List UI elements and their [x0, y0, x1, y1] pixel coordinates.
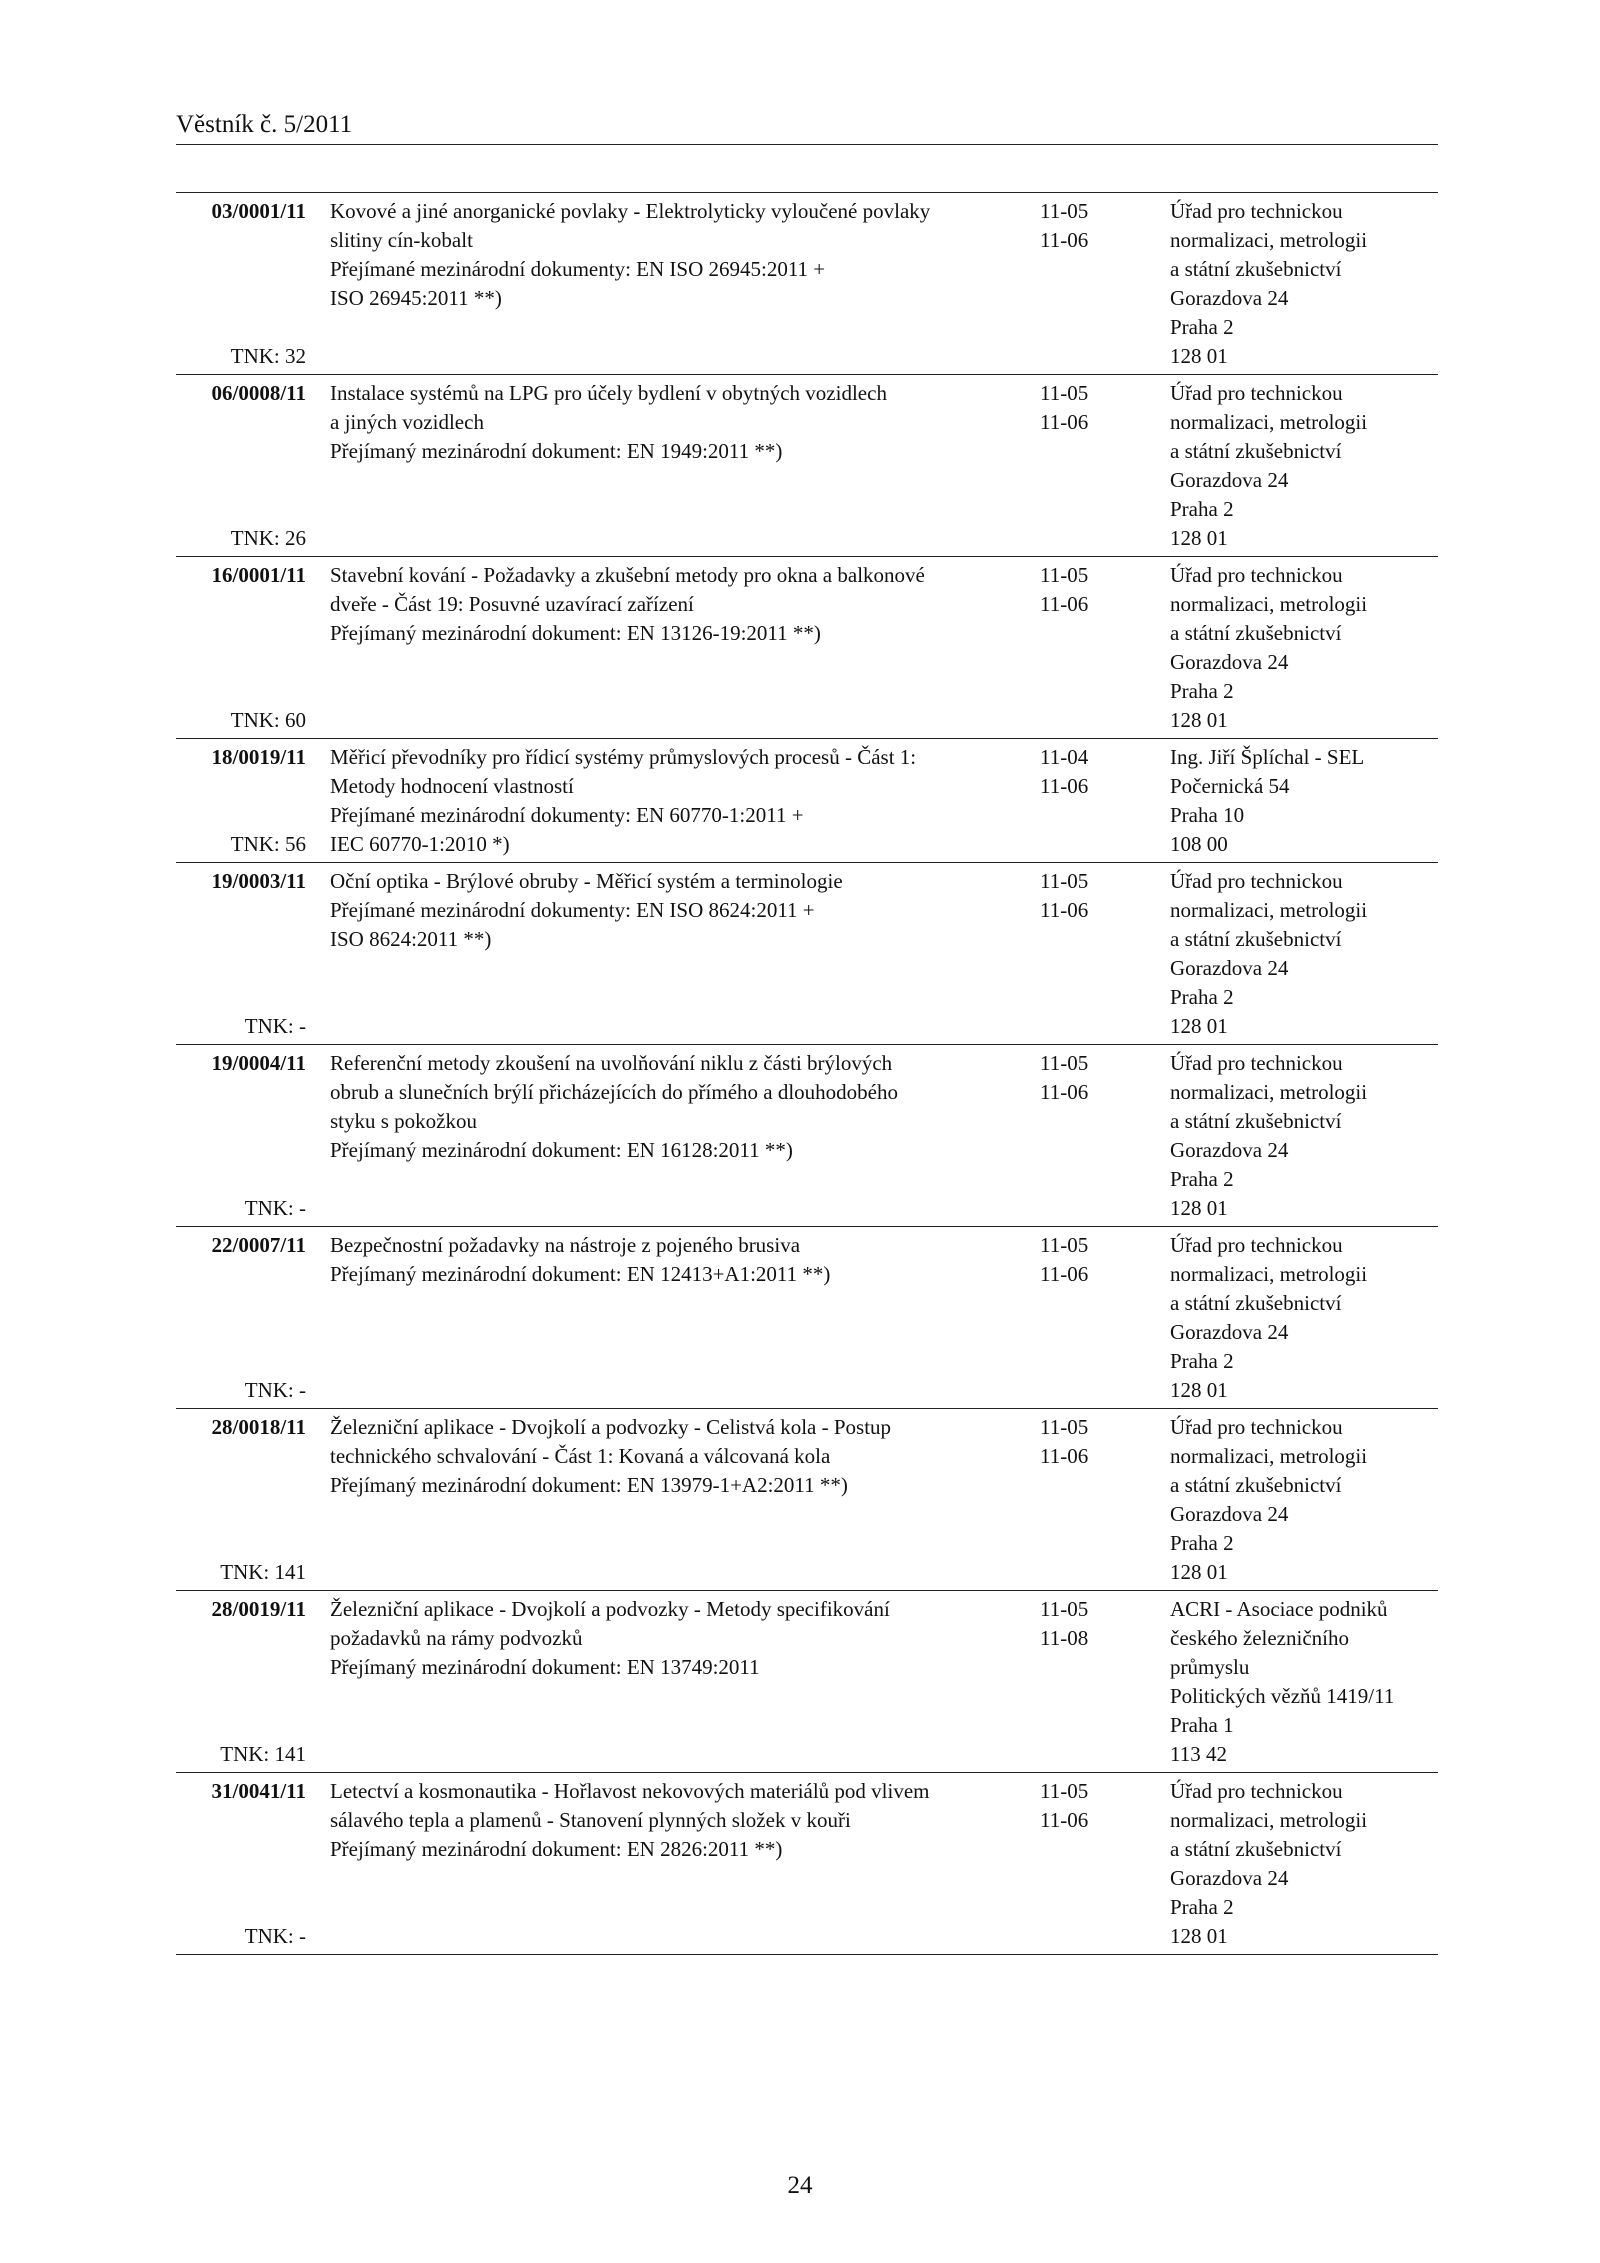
tnk-number: TNK: -	[244, 1014, 306, 1038]
dates-cell-line: 11-05	[1040, 1779, 1089, 1803]
code-cell	[176, 197, 306, 371]
dates-cell-line: 11-05	[1040, 869, 1089, 893]
address-cell	[1170, 1049, 1438, 1223]
journal-title: Věstník č. 5/2011	[176, 111, 353, 138]
address-cell	[1170, 1413, 1438, 1587]
address-cell-line: normalizaci, metrologii	[1170, 1080, 1368, 1104]
table-row	[176, 1773, 1438, 1955]
table-row	[176, 739, 1438, 863]
description-cell-line: Železniční aplikace - Dvojkolí a podvozky - Metody specifikování	[330, 1597, 890, 1621]
description-cell-line: ISO 8624:2011 **)	[330, 927, 492, 951]
address-cell-line: Gorazdova 24	[1170, 1502, 1289, 1526]
address-cell-line: Gorazdova 24	[1170, 468, 1289, 492]
dates-cell-line: 11-06	[1040, 1808, 1089, 1832]
address-cell-line: Úřad pro technickou	[1170, 1051, 1343, 1075]
address-cell-line: 128 01	[1170, 526, 1228, 550]
address-cell-line: Praha 10	[1170, 803, 1245, 827]
address-cell-line: normalizaci, metrologii	[1170, 228, 1368, 252]
dates-cell-line: 11-06	[1040, 774, 1089, 798]
address-cell-line: Praha 2	[1170, 1349, 1234, 1373]
description-cell-line: Přejímané mezinárodní dokumenty: EN ISO 8624:2011 +	[330, 898, 815, 922]
dates-cell-line: 11-06	[1040, 1080, 1089, 1104]
description-cell-line: Metody hodnocení vlastností	[330, 774, 574, 798]
address-cell-line: 128 01	[1170, 1378, 1228, 1402]
description-cell-line: Železniční aplikace - Dvojkolí a podvozky - Celistvá kola - Postup	[330, 1415, 892, 1439]
dates-cell-line: 11-04	[1040, 745, 1089, 769]
dates-cell-line: 11-05	[1040, 1051, 1089, 1075]
table-row	[176, 1409, 1438, 1591]
dates-cell-line: 11-08	[1040, 1626, 1089, 1650]
code-cell	[176, 1049, 306, 1223]
tnk-number: TNK: 26	[230, 526, 306, 550]
address-cell-line: normalizaci, metrologii	[1170, 1808, 1368, 1832]
table-row	[176, 1591, 1438, 1773]
dates-cell-line: 11-06	[1040, 592, 1089, 616]
address-cell	[1170, 743, 1438, 859]
address-cell-line: českého železničního	[1170, 1626, 1349, 1650]
description-cell-line: Přejímaný mezinárodní dokument: EN 2826:2011 **)	[330, 1837, 783, 1861]
address-cell	[1170, 1595, 1438, 1769]
address-cell-line: normalizaci, metrologii	[1170, 1444, 1368, 1468]
table-row	[176, 1045, 1438, 1227]
description-cell	[306, 1413, 1040, 1587]
description-cell-line: dveře - Část 19: Posuvné uzavírací zařízení	[330, 592, 694, 616]
dates-cell	[1040, 197, 1170, 371]
address-cell-line: a státní zkušebnictví	[1170, 439, 1342, 463]
table-row	[176, 193, 1438, 375]
address-cell-line: Gorazdova 24	[1170, 1138, 1289, 1162]
address-cell-line: 128 01	[1170, 1560, 1228, 1584]
address-cell-line: a státní zkušebnictví	[1170, 1109, 1342, 1133]
description-cell-line: Přejímaný mezinárodní dokument: EN 12413+A1:2011 **)	[330, 1262, 831, 1286]
table-row	[176, 557, 1438, 739]
address-cell-line: 108 00	[1170, 832, 1228, 856]
address-cell-line: Politických vězňů 1419/11	[1170, 1684, 1395, 1708]
address-cell-line: Praha 2	[1170, 1167, 1234, 1191]
dates-cell-line: 11-06	[1040, 1262, 1089, 1286]
code-cell	[176, 1595, 306, 1769]
dates-cell	[1040, 379, 1170, 553]
description-cell-line: Oční optika - Brýlové obruby - Měřicí systém a terminologie	[330, 869, 843, 893]
description-cell	[306, 743, 1040, 859]
task-code: 22/0007/11	[211, 1233, 306, 1257]
dates-cell	[1040, 1413, 1170, 1587]
dates-cell	[1040, 743, 1170, 859]
address-cell-line: a státní zkušebnictví	[1170, 1291, 1342, 1315]
table-row	[176, 1227, 1438, 1409]
tnk-number: TNK: 141	[220, 1742, 306, 1766]
description-cell	[306, 561, 1040, 735]
description-cell-line: technického schvalování - Část 1: Kovaná a válcovaná kola	[330, 1444, 831, 1468]
address-cell	[1170, 1231, 1438, 1405]
dates-cell	[1040, 561, 1170, 735]
description-cell-line: IEC 60770-1:2010 *)	[330, 832, 510, 856]
tnk-number: TNK: -	[244, 1196, 306, 1220]
address-cell-line: průmyslu	[1170, 1655, 1250, 1679]
address-cell-line: 128 01	[1170, 1014, 1228, 1038]
description-cell-line: požadavků na rámy podvozků	[330, 1626, 583, 1650]
address-cell-line: Úřad pro technickou	[1170, 1233, 1343, 1257]
address-cell-line: Ing. Jiří Šplíchal - SEL	[1170, 745, 1365, 769]
description-cell	[306, 197, 1040, 371]
description-cell	[306, 1595, 1040, 1769]
task-code: 19/0004/11	[211, 1051, 306, 1075]
address-cell-line: Úřad pro technickou	[1170, 381, 1343, 405]
address-cell-line: normalizaci, metrologii	[1170, 1262, 1368, 1286]
tnk-number: TNK: -	[244, 1924, 306, 1948]
address-cell-line: normalizaci, metrologii	[1170, 410, 1368, 434]
address-cell-line: Praha 2	[1170, 315, 1234, 339]
address-cell-line: ACRI - Asociace podniků	[1170, 1597, 1388, 1621]
page-number: 24	[787, 2172, 813, 2199]
address-cell-line: a státní zkušebnictví	[1170, 621, 1342, 645]
description-cell	[306, 1231, 1040, 1405]
task-code: 19/0003/11	[211, 869, 306, 893]
address-cell-line: Praha 1	[1170, 1713, 1234, 1737]
address-cell-line: Úřad pro technickou	[1170, 869, 1343, 893]
address-cell-line: Úřad pro technickou	[1170, 1779, 1343, 1803]
address-cell-line: Gorazdova 24	[1170, 956, 1289, 980]
description-cell-line: Letectví a kosmonautika - Hořlavost nekovových materiálů pod vlivem	[330, 1779, 930, 1803]
address-cell-line: Úřad pro technickou	[1170, 199, 1343, 223]
description-cell-line: Přejímaný mezinárodní dokument: EN 13749:2011	[330, 1655, 760, 1679]
code-cell	[176, 1777, 306, 1951]
address-cell-line: a státní zkušebnictví	[1170, 1837, 1342, 1861]
description-cell	[306, 1049, 1040, 1223]
dates-cell-line: 11-06	[1040, 898, 1089, 922]
address-cell-line: Úřad pro technickou	[1170, 1415, 1343, 1439]
code-cell	[176, 379, 306, 553]
description-cell	[306, 867, 1040, 1041]
address-cell	[1170, 561, 1438, 735]
dates-cell	[1040, 1777, 1170, 1951]
description-cell	[306, 379, 1040, 553]
description-cell-line: Přejímané mezinárodní dokumenty: EN 60770-1:2011 +	[330, 803, 804, 827]
dates-cell-line: 11-05	[1040, 1233, 1089, 1257]
address-cell-line: Gorazdova 24	[1170, 650, 1289, 674]
address-cell	[1170, 1777, 1438, 1951]
description-cell-line: styku s pokožkou	[330, 1109, 477, 1133]
address-cell	[1170, 379, 1438, 553]
task-code: 28/0018/11	[211, 1415, 306, 1439]
dates-cell-line: 11-05	[1040, 563, 1089, 587]
dates-cell-line: 11-06	[1040, 410, 1089, 434]
table-row	[176, 375, 1438, 557]
address-cell-line: Praha 2	[1170, 1895, 1234, 1919]
address-cell-line: a státní zkušebnictví	[1170, 1473, 1342, 1497]
address-cell-line: 113 42	[1170, 1742, 1227, 1766]
dates-cell-line: 11-05	[1040, 381, 1089, 405]
dates-cell-line: 11-05	[1040, 1415, 1089, 1439]
description-cell-line: Přejímaný mezinárodní dokument: EN 13126-19:2011 **)	[330, 621, 821, 645]
code-cell	[176, 1231, 306, 1405]
description-cell-line: ISO 26945:2011 **)	[330, 286, 502, 310]
address-cell-line: 128 01	[1170, 1924, 1228, 1948]
dates-cell-line: 11-05	[1040, 1597, 1089, 1621]
task-code: 03/0001/11	[211, 199, 306, 223]
description-cell-line: Bezpečnostní požadavky na nástroje z pojeného brusiva	[330, 1233, 801, 1257]
dates-cell-line: 11-05	[1040, 199, 1089, 223]
address-cell	[1170, 867, 1438, 1041]
code-cell	[176, 867, 306, 1041]
description-cell-line: a jiných vozidlech	[330, 410, 484, 434]
code-cell	[176, 743, 306, 859]
description-cell-line: Přejímané mezinárodní dokumenty: EN ISO 26945:2011 +	[330, 257, 826, 281]
address-cell-line: 128 01	[1170, 344, 1228, 368]
address-cell-line: Gorazdova 24	[1170, 1320, 1289, 1344]
tnk-number: TNK: 56	[230, 832, 306, 856]
address-cell-line: 128 01	[1170, 708, 1228, 732]
dates-cell	[1040, 867, 1170, 1041]
address-cell-line: 128 01	[1170, 1196, 1228, 1220]
address-cell-line: Úřad pro technickou	[1170, 563, 1343, 587]
address-cell-line: Gorazdova 24	[1170, 1866, 1289, 1890]
address-cell-line: Počernická 54	[1170, 774, 1290, 798]
tnk-number: TNK: 60	[230, 708, 306, 732]
address-cell-line: Praha 2	[1170, 1531, 1234, 1555]
description-cell-line: Kovové a jiné anorganické povlaky - Elektrolyticky vyloučené povlaky	[330, 199, 931, 223]
address-cell	[1170, 197, 1438, 371]
description-cell-line: Stavební kování - Požadavky a zkušební metody pro okna a balkonové	[330, 563, 925, 587]
tnk-number: TNK: -	[244, 1378, 306, 1402]
tnk-number: TNK: 141	[220, 1560, 306, 1584]
dates-cell	[1040, 1595, 1170, 1769]
description-cell-line: slitiny cín-kobalt	[330, 228, 473, 252]
code-cell	[176, 1413, 306, 1587]
address-cell-line: normalizaci, metrologii	[1170, 592, 1368, 616]
code-cell	[176, 561, 306, 735]
tnk-number: TNK: 32	[230, 344, 306, 368]
task-code: 31/0041/11	[211, 1779, 306, 1803]
description-cell-line: Přejímaný mezinárodní dokument: EN 16128:2011 **)	[330, 1138, 793, 1162]
address-cell-line: a státní zkušebnictví	[1170, 257, 1342, 281]
description-cell-line: Měřicí převodníky pro řídicí systémy průmyslových procesů - Část 1:	[330, 745, 917, 769]
dates-cell	[1040, 1231, 1170, 1405]
task-code: 18/0019/11	[211, 745, 306, 769]
page-header	[176, 110, 1438, 145]
task-code: 06/0008/11	[211, 381, 306, 405]
address-cell-line: a státní zkušebnictví	[1170, 927, 1342, 951]
dates-cell	[1040, 1049, 1170, 1223]
address-cell-line: Praha 2	[1170, 679, 1234, 703]
description-cell	[306, 1777, 1040, 1951]
address-cell-line: Praha 2	[1170, 497, 1234, 521]
address-cell-line: Praha 2	[1170, 985, 1234, 1009]
table-row	[176, 863, 1438, 1045]
description-cell-line: Přejímaný mezinárodní dokument: EN 1949:2011 **)	[330, 439, 783, 463]
description-cell-line: Referenční metody zkoušení na uvolňování niklu z části brýlových	[330, 1051, 893, 1075]
description-cell-line: obrub a slunečních brýlí přicházejících do přímého a dlouhodobého	[330, 1080, 898, 1104]
description-cell-line: sálavého tepla a plamenů - Stanovení plynných složek v kouři	[330, 1808, 851, 1832]
description-cell-line: Instalace systémů na LPG pro účely bydlení v obytných vozidlech	[330, 381, 887, 405]
dates-cell-line: 11-06	[1040, 1444, 1089, 1468]
address-cell-line: Gorazdova 24	[1170, 286, 1289, 310]
dates-cell-line: 11-06	[1040, 228, 1089, 252]
task-code: 28/0019/11	[211, 1597, 306, 1621]
task-code: 16/0001/11	[211, 563, 306, 587]
address-cell-line: normalizaci, metrologii	[1170, 898, 1368, 922]
standards-table	[176, 192, 1438, 1955]
description-cell-line: Přejímaný mezinárodní dokument: EN 13979-1+A2:2011 **)	[330, 1473, 848, 1497]
